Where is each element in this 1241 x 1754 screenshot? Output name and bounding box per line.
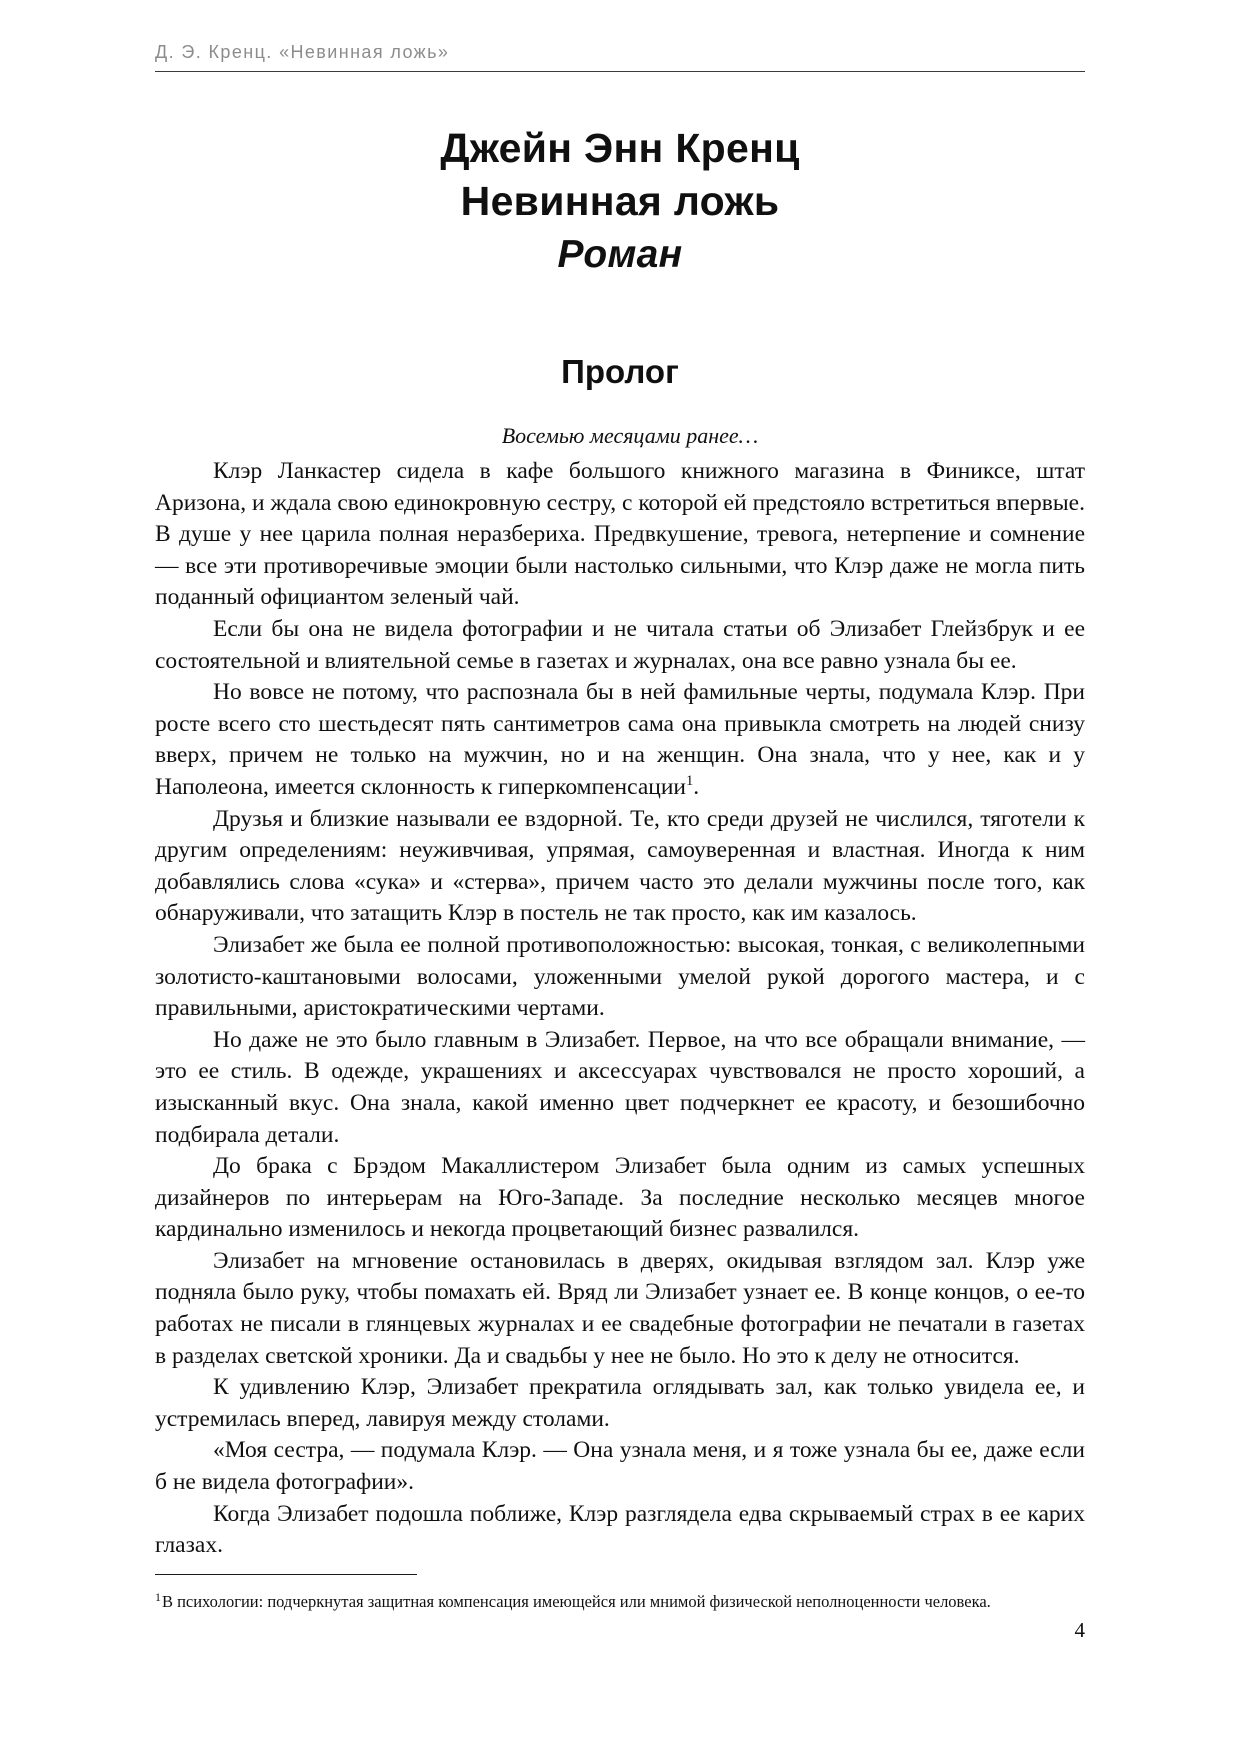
paragraph: Но даже не это было главным в Элизабет. Первое, на что все обращали внимание, — это ее стиль. В одежде, украшениях и аксессуарах чувствовался не просто хороший, а изысканный вкус. Она знала, какой именно цвет подчеркнет ее красоту, и безошибочно подбирала детали.	[155, 1026, 1085, 1148]
book-author: Джейн Энн Кренц	[440, 125, 800, 171]
paragraph-text: Но вовсе не потому, что распознала бы в ней фамильные черты, подумала Клэр. При росте всего сто шестьдесят пять сантиметров сама она привыкла смотреть на людей снизу вверх, причем не только на мужчин, но и на женщин. Она знала, что у нее, как и у Наполеона, имеется склонность к гиперкомпенсации	[155, 679, 1085, 800]
header-divider	[155, 71, 1085, 72]
footnote-reference[interactable]: 1	[685, 773, 694, 790]
paragraph: «Моя сестра, — подумала Клэр. — Она узнала меня, и я тоже узнала бы ее, даже если б не видела фотографии».	[155, 1437, 1085, 1496]
footnote-block	[155, 1574, 1085, 1612]
footnote-entry	[155, 1591, 1085, 1612]
section-heading: Пролог	[561, 353, 679, 390]
page-title: Невинная ложь	[460, 178, 780, 225]
footnote-divider	[155, 1574, 417, 1575]
paragraph: Когда Элизабет подошла поближе, Клэр разглядела едва скрываемый страх в ее карих глазах.	[155, 1500, 1085, 1559]
epigraph: Восемью месяцами ранее…	[501, 423, 759, 448]
running-header	[155, 42, 1085, 72]
paragraph: Элизабет же была ее полной противоположностью: высокая, тонкая, с великолепными золотисто-каштановыми волосами, уложенными умелой рукой дорогого мастера, и с правильными, аристократическими чертами.	[155, 931, 1085, 1022]
paragraph: Элизабет на мгновение остановилась в дверях, окидывая взглядом зал. Клэр уже подняла было руку, чтобы помахать ей. Вряд ли Элизабет узнает ее. В конце концов, о ее-то работах не писали в глянцевых журналах и ее свадебные фотографии не печатали в газетах в разделах светской хроники. Да и свадьбы у нее не было. Но это к делу не относится.	[155, 1247, 1085, 1369]
book-kind: Роман	[557, 232, 683, 276]
footnote-marker: 1	[155, 1589, 161, 1604]
paragraph: К удивлению Клэр, Элизабет прекратила оглядывать зал, как только увидела ее, и устремилась вперед, лавируя между столами.	[155, 1374, 1085, 1432]
paragraph: Друзья и близкие называли ее вздорной. Те, кто среди друзей не числился, тяготели к другим определениям: неуживчивая, упрямая, самоуверенная и властная. Иногда к ним добавлялись слова «сука» и «стерва», причем часто это делали мужчины после того, как обнаруживали, что затащить Клэр в постель не так просто, как им казалось.	[155, 805, 1085, 927]
running-header-text: Д. Э. Кренц. «Невинная ложь»	[155, 42, 450, 62]
paragraph: Если бы она не видела фотографии и не читала статьи об Элизабет Глейзбрук и ее состоятельной и влиятельной семье в газетах и журналах, она все равно узнала бы ее.	[155, 616, 1085, 674]
title-block	[155, 122, 1085, 281]
paragraph: До брака с Брэдом Макаллистером Элизабет была одним из самых успешных дизайнеров по интерьерам на Юго-Западе. За последние несколько месяцев многое кардинально изменилось и некогда процветающий бизнес развалился.	[155, 1153, 1085, 1243]
paragraph-tail: .	[693, 773, 700, 800]
paragraph: Клэр Ланкастер сидела в кафе большого книжного магазина в Финиксе, штат Аризона, и ждала свою единокровную сестру, с которой ей предстояло встретиться впервые. В душе у нее царила полная неразбериха. Предвкушение, тревога, нетерпение и сомнение — все эти противоречивые эмоции были настолько сильными, что Клэр даже не могла пить поданный официантом зеленый чай.	[155, 458, 1085, 611]
body-column	[155, 421, 1085, 1562]
page-number: 4	[1074, 1618, 1085, 1642]
footnote-text: В психологии: подчеркнутая защитная компенсация имеющейся или мнимой физической неполноценности человека.	[161, 1592, 991, 1611]
paragraph-with-footnote-ref	[155, 677, 1085, 803]
